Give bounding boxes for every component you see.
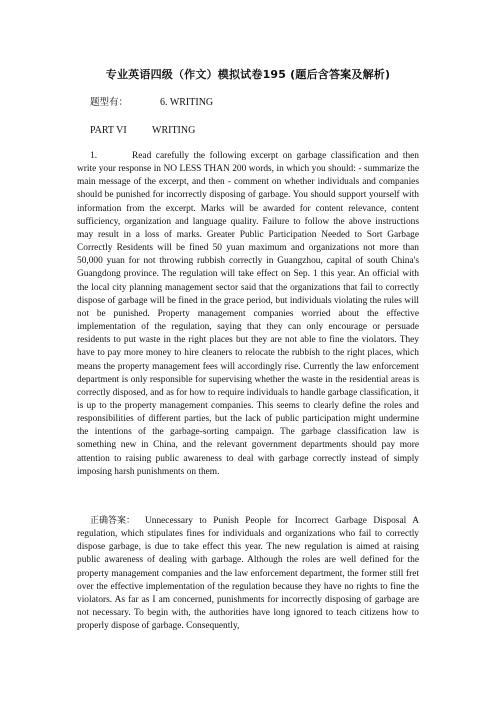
part-label: PART VI	[90, 125, 127, 136]
part-value: WRITING	[152, 125, 196, 136]
question-paragraph	[77, 150, 419, 479]
question-text: Read carefully the following excerpt on garbage classification and then write your response in NO LESS THAN 200 words, in which you should: - summarize the main message of the excerpt, and then - comment on whether individuals and companies should be punished for incorrectly disposing of garbage. You should support yourself with information from the excerpt. Marks will be awarded for content relevance, content sufficiency, organization and language quality. Failure to follow the above instructions may result in a loss of marks. Greater Public Participation Needed to Sort Garbage Correctly Residents will be fined 50 yuan maximum and organizations not more than 50,000 yuan for not throwing rubbish correctly in Guangzhou, capital of south China's Guangdong province. The regulation will take effect on Sep. 1 this year. An official with the local city planning management sector said that the organizations that fail to correctly dispose of garbage will be fined in the grace period, but individuals violating the rules will not be punished. Property management companies worried about the effective implementation of the regulation, saying that they can only encourage or persuade residents to put waste in the right places but they are not able to fine the violators. They have to pay more money to hire cleaners to relocate the rubbish to the right places, which means the property management fees will accordingly rise. Currently the law enforcement department is only responsible for supervising whether the waste in the residential areas is correctly disposed, and as for how to require individuals to handle garbage classification, it is up to the property management companies. This seems to clearly define the roles and responsibilities of different parties, but the lack of public participation might undermine the intentions of the garbage-sorting campaign. The garbage classification law is something new in China, and the relevant government departments should pay more attention to raising public awareness to deal with garbage correctly instead of simply imposing harsh punishments on them.	[77, 151, 419, 477]
document-title: 专业英语四级（作文）模拟试卷195 (题后含答案及解析)	[105, 68, 391, 81]
question-type-value: 6. WRITING	[160, 97, 214, 108]
question-number: 1.	[90, 151, 98, 161]
answer-text: Unnecessary to Punish People for Incorrect Garbage Disposal A regulation, which stipulates fines for individuals and organizations who fail to correctly dispose garbage, is due to take effect this year. The new regulation is aimed at raising public awareness of dealing with garbage. Although the roles are well defined for the property management companies and the law enforcement department, the former still fret over the effective implementation of the regulation because they have no rights to fine the violators. As far as I am concerned, punishments for incorrectly disposing of garbage are not necessary. To begin with, the authorities have long ignored to teach citizens how to properly dispose of garbage. Consequently,	[77, 516, 419, 632]
answer-label: 正确答案：	[90, 516, 136, 526]
question-type-label: 题型有：	[90, 97, 129, 108]
answer-paragraph	[77, 515, 419, 633]
